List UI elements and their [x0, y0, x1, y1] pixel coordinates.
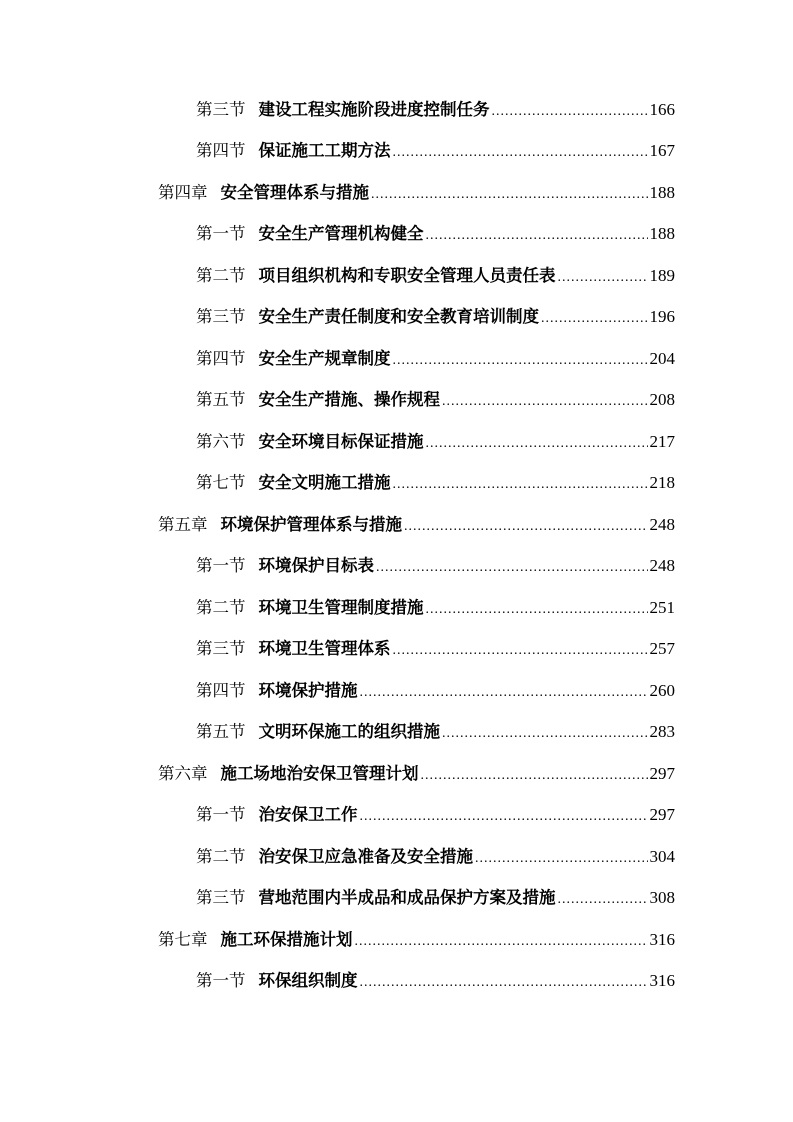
toc-entry-number: 第七章: [158, 930, 208, 949]
dot-leader: [426, 597, 648, 623]
toc-entry-number: 第四节: [196, 349, 246, 368]
toc-entry[interactable]: [196, 802, 675, 828]
toc-entry-page: 248: [649, 515, 675, 534]
toc-entry-page: 204: [649, 349, 675, 368]
toc-entry-title: 环境保护目标表: [258, 556, 374, 575]
toc-entry-title: 安全环境目标保证措施: [258, 432, 424, 451]
toc-entry-chapter[interactable]: [158, 927, 675, 953]
toc-entry[interactable]: [196, 968, 675, 994]
toc-entry[interactable]: [196, 885, 675, 911]
toc-entry-title: 安全文明施工措施: [258, 473, 391, 492]
toc-entry[interactable]: [196, 221, 675, 247]
toc-entry[interactable]: [196, 678, 675, 704]
toc-entry-title: 环保组织制度: [258, 971, 358, 990]
toc-entry-title: 施工场地治安保卫管理计划: [220, 764, 419, 783]
toc-entry[interactable]: [196, 595, 675, 621]
toc-entry-page: 166: [649, 100, 675, 119]
toc-entry[interactable]: [196, 263, 675, 289]
dot-leader: [360, 970, 648, 996]
toc-entry-number: 第六章: [158, 764, 208, 783]
toc-entry-page: 257: [649, 639, 675, 658]
dot-leader: [404, 514, 648, 540]
toc-entry-chapter[interactable]: [158, 180, 675, 206]
toc-entry-page: 297: [649, 805, 675, 824]
toc-entry[interactable]: [196, 138, 675, 164]
toc-entry-number: 第二节: [196, 847, 246, 866]
dot-leader: [442, 389, 648, 415]
toc-entry-title: 环境卫生管理体系: [258, 639, 391, 658]
toc-entry[interactable]: [196, 844, 675, 870]
toc-entry-title: 治安保卫工作: [258, 805, 358, 824]
toc-entry-title: 环境保护管理体系与措施: [220, 515, 402, 534]
toc-entry-number: 第四节: [196, 681, 246, 700]
dot-leader: [371, 182, 648, 208]
toc-entry-number: 第二节: [196, 598, 246, 617]
toc-entry-title: 文明环保施工的组织措施: [258, 722, 440, 741]
toc-entry-title: 项目组织机构和专职安全管理人员责任表: [258, 266, 556, 285]
toc-entry-title: 安全生产责任制度和安全教育培训制度: [258, 307, 539, 326]
toc-entry-title: 施工环保措施计划: [220, 930, 353, 949]
toc-entry-page: 167: [649, 141, 675, 160]
toc-entry-title: 营地范围内半成品和成品保护方案及措施: [258, 888, 556, 907]
toc-entry[interactable]: [196, 429, 675, 455]
toc-entry-title: 安全生产规章制度: [258, 349, 391, 368]
dot-leader: [558, 265, 648, 291]
dot-leader: [393, 140, 648, 166]
toc-entry-page: 188: [649, 224, 675, 243]
toc-entry-number: 第七节: [196, 473, 246, 492]
toc-entry-title: 建设工程实施阶段进度控制任务: [258, 100, 490, 119]
toc-entry-title: 环境保护措施: [258, 681, 358, 700]
dot-leader: [426, 431, 648, 457]
toc-entry[interactable]: [196, 387, 675, 413]
toc-entry-number: 第二节: [196, 266, 246, 285]
dot-leader: [376, 555, 648, 581]
dot-leader: [442, 721, 648, 747]
toc-entry[interactable]: [196, 470, 675, 496]
toc-entry-page: 316: [649, 930, 675, 949]
toc-entry-page: 188: [649, 183, 675, 202]
toc-entry-chapter[interactable]: [158, 761, 675, 787]
toc-entry-number: 第三节: [196, 307, 246, 326]
toc-entry-page: 316: [649, 971, 675, 990]
toc-entry-page: 248: [649, 556, 675, 575]
toc-entry-number: 第六节: [196, 432, 246, 451]
dot-leader: [360, 680, 648, 706]
dot-leader: [426, 223, 648, 249]
dot-leader: [355, 929, 648, 955]
dot-leader: [360, 804, 648, 830]
toc-entry-number: 第一节: [196, 805, 246, 824]
toc-entry-page: 196: [649, 307, 675, 326]
toc-entry-chapter[interactable]: [158, 512, 675, 538]
toc-entry-title: 环境卫生管理制度措施: [258, 598, 424, 617]
toc-entry-page: 304: [649, 847, 675, 866]
toc-entry-title: 安全生产措施、操作规程: [258, 390, 440, 409]
toc-entry-page: 217: [649, 432, 675, 451]
toc-entry-page: 308: [649, 888, 675, 907]
toc-entry-number: 第四节: [196, 141, 246, 160]
dot-leader: [558, 887, 648, 913]
toc-entry-title: 安全管理体系与措施: [220, 183, 369, 202]
toc-entry[interactable]: [196, 346, 675, 372]
toc-entry-number: 第五节: [196, 722, 246, 741]
toc-entry-number: 第一节: [196, 971, 246, 990]
toc-entry-page: 251: [649, 598, 675, 617]
toc-entry[interactable]: [196, 97, 675, 123]
dot-leader: [492, 99, 648, 125]
toc-entry-page: 208: [649, 390, 675, 409]
toc-entry-number: 第三节: [196, 888, 246, 907]
dot-leader: [475, 846, 648, 872]
toc-entry-number: 第三节: [196, 100, 246, 119]
toc-entry-page: 218: [649, 473, 675, 492]
toc-entry-number: 第四章: [158, 183, 208, 202]
toc-entry-number: 第三节: [196, 639, 246, 658]
dot-leader: [393, 348, 648, 374]
toc-entry[interactable]: [196, 553, 675, 579]
toc-entry[interactable]: [196, 719, 675, 745]
toc-entry-title: 治安保卫应急准备及安全措施: [258, 847, 473, 866]
toc-entry-number: 第一节: [196, 556, 246, 575]
dot-leader: [393, 472, 648, 498]
dot-leader: [541, 306, 648, 332]
toc-entry-page: 189: [649, 266, 675, 285]
toc-entry-number: 第一节: [196, 224, 246, 243]
toc-entry[interactable]: [196, 304, 675, 330]
toc-entry-title: 安全生产管理机构健全: [258, 224, 424, 243]
toc-entry-number: 第五节: [196, 390, 246, 409]
toc-entry-page: 297: [649, 764, 675, 783]
toc-entry-title: 保证施工工期方法: [258, 141, 391, 160]
toc-entry[interactable]: [196, 636, 675, 662]
toc-entry-number: 第五章: [158, 515, 208, 534]
toc-entry-page: 283: [649, 722, 675, 741]
dot-leader: [421, 763, 648, 789]
dot-leader: [393, 638, 648, 664]
toc-entry-page: 260: [649, 681, 675, 700]
